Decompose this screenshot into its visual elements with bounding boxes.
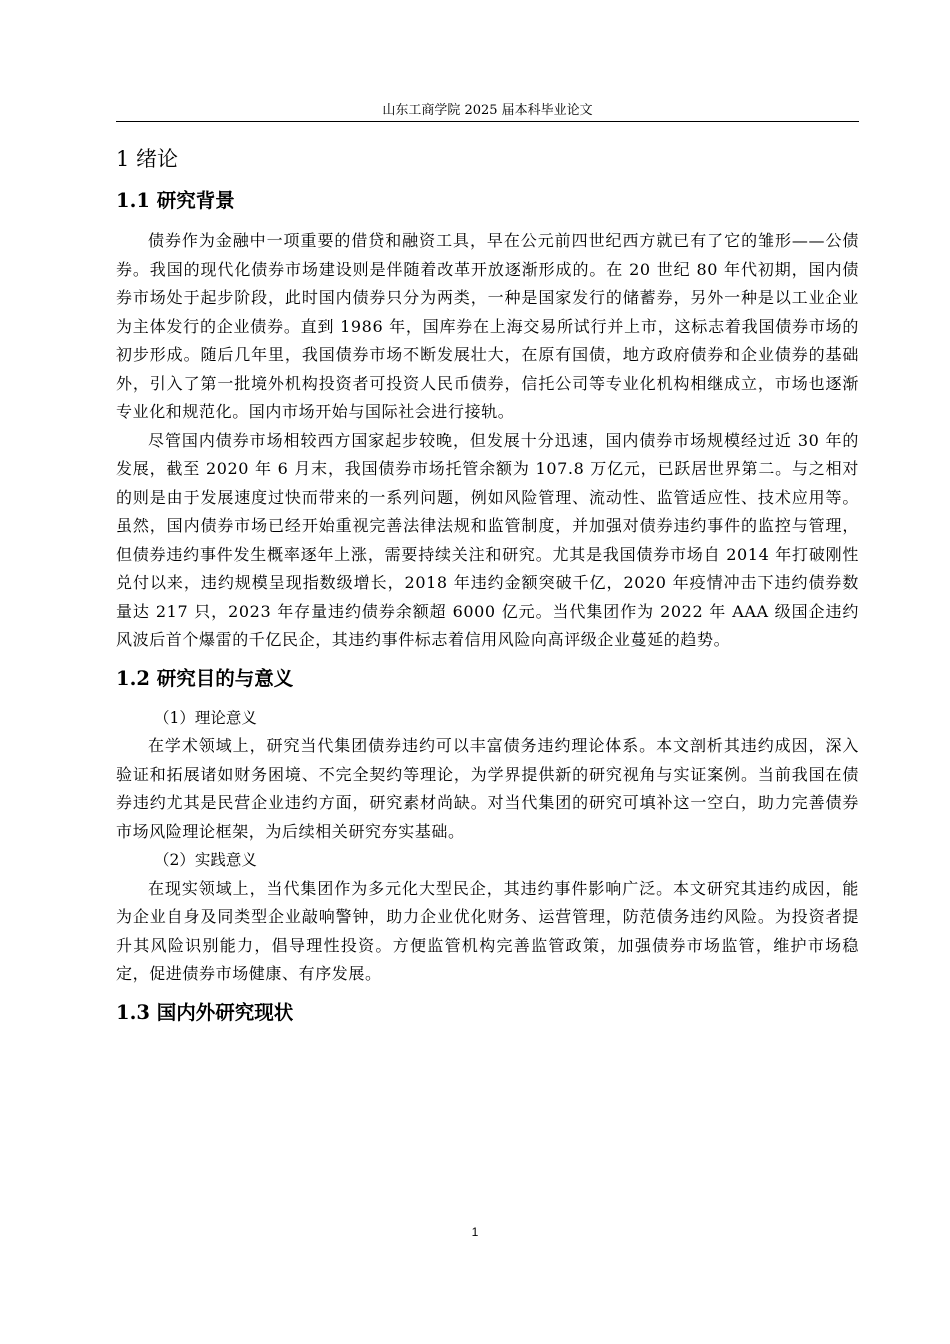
running-header: 山东工商学院 2025 届本科毕业论文 <box>382 103 593 118</box>
section-heading-1-1: 1.1 研究背景 <box>116 189 235 212</box>
chapter-heading: 1 绪论 <box>116 147 179 171</box>
theory-significance-paragraph: 在学术领域上，研究当代集团债券违约可以丰富债务违约理论体系。本文剖析其违约成因，深入验证和拓展诸如财务困境、不完全契约等理论，为学界提供新的研究视角与实证案例。当前我国在债券违约尤其是民营企业违约方面，研究素材尚缺。对当代集团的研究可填补这一空白，助力完善债券市场风险理论框架，为后续相关研究夯实基础。 <box>116 736 859 841</box>
page-number: 1 <box>471 1225 479 1239</box>
theory-significance-label: （1）理论意义 <box>154 708 257 727</box>
practice-significance-paragraph: 在现实领域上，当代集团作为多元化大型民企，其违约事件影响广泛。本文研究其违约成因，能为企业自身及同类型企业敲响警钟，助力企业优化财务、运营管理，防范债务违约风险。为投资者提升其风险识别能力，倡导理性投资。方便监管机构完善监管政策，加强债券市场监管，维护市场稳定，促进债券市场健康、有序发展。 <box>116 878 859 983</box>
page-content <box>116 143 859 1029</box>
background-paragraph-1: 债券作为金融中一项重要的借贷和融资工具，早在公元前四世纪西方就已有了它的雏形——公债券。我国的现代化债券市场建设则是伴随着改革开放逐渐形成的。在 20 世纪 80 年代初期，国内债券市场处于起步阶段，此时国内债券只分为两类，一种是国家发行的储蓄券，另外一种是以工业企业为主体发行的企业债券。直到 1986 年，国库券在上海交易所试行并上市，这标志着我国债券市场的初步形成。随后几年里，我国债券市场不断发展壮大，在原有国债，地方政府债券和企业债券的基础外，引入了第一批境外机构投资者可投资人民币债券，信托公司等专业化机构相继成立，市场也逐渐专业化和规范化。国内市场开始与国际社会进行接轨。 <box>116 231 859 421</box>
background-paragraph-2: 尽管国内债券市场相较西方国家起步较晚，但发展十分迅速，国内债券市场规模经过近 30 年的发展，截至 2020 年 6 月末，我国债券市场托管余额为 107.8 万亿元，已跃居世界第二。与之相对的则是由于发展速度过快而带来的一系列问题，例如风险管理、流动性、监管适应性、技术应用等。虽然，国内债券市场已经开始重视完善法律法规和监管制度，并加强对债券违约事件的监控与管理，但债券违约事件发生概率逐年上涨，需要持续关注和研究。尤其是我国债券市场自 2014 年打破刚性兑付以来，违约规模呈现指数级增长，2018 年违约金额突破千亿，2020 年疫情冲击下违约债券数量达 217 只，2023 年存量违约债券余额超 6000 亿元。当代集团作为 2022 年 AAA 级国企违约风波后首个爆雷的千亿民企，其违约事件标志着信用风险向高评级企业蔓延的趋势。 <box>116 430 859 649</box>
section-heading-1-2: 1.2 研究目的与意义 <box>116 666 294 690</box>
header-rule <box>116 121 859 122</box>
practice-significance-label: （2）实践意义 <box>154 851 257 869</box>
section-heading-1-3: 1.3 国内外研究现状 <box>116 1000 294 1024</box>
